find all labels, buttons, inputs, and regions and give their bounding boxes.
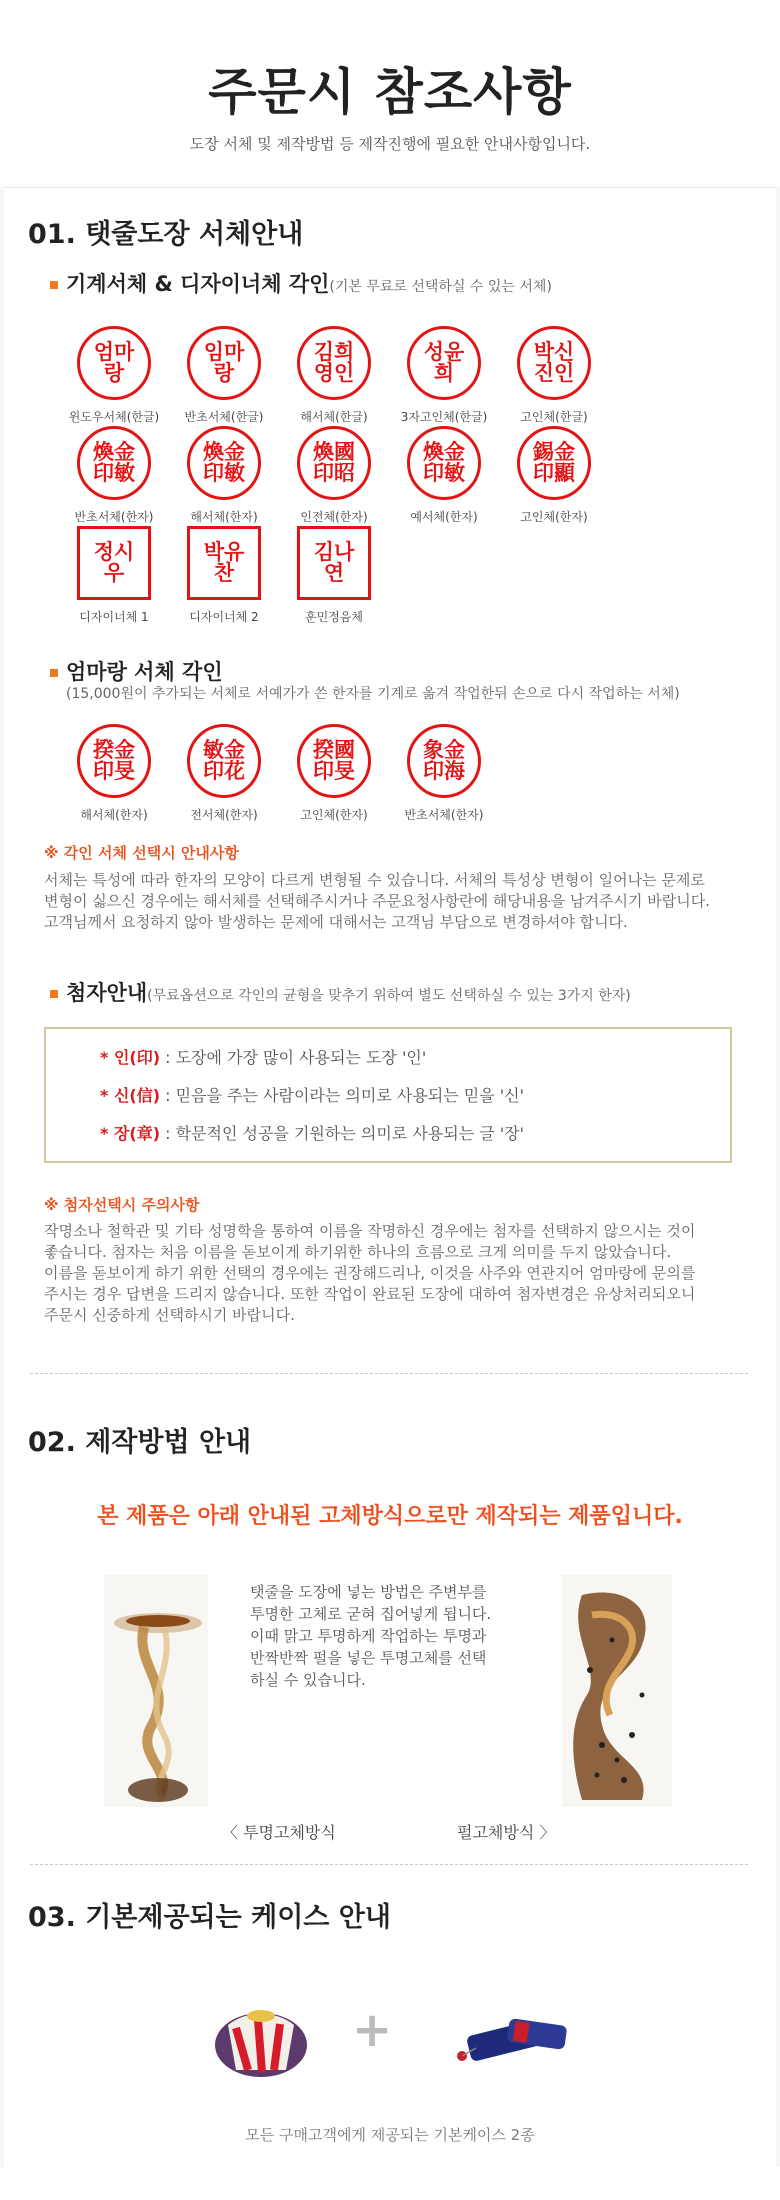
seal-icon: 煥金 印敏 [407, 426, 481, 500]
bullet-icon [50, 281, 58, 289]
seal-icon: 김나 연 [297, 526, 371, 600]
clear-seal-image [104, 1575, 208, 1807]
clear-solid-photo [104, 1575, 208, 1807]
seal-cell [394, 724, 494, 823]
seal-caption: 고인체(한글) [520, 410, 588, 424]
clear-solid-caption: 〈 투명고체방식 [222, 1823, 336, 1842]
emmarang-heading: 엄마랑 서체 각인 [66, 660, 223, 684]
pearl-solid-caption: 펄고체방식 〉 [457, 1823, 556, 1842]
seal-caption: 반초서체(한자) [74, 510, 154, 524]
seal-icon: 煥國 印昭 [297, 426, 371, 500]
seal-icon: 김희 영인 [297, 326, 371, 400]
suffix-note-body [44, 1221, 754, 1326]
seal-icon: 임마 랑 [187, 326, 261, 400]
font-note-line: 변형이 싫으신 경우에는 해서체를 선택해주시거나 주문요청사항란에 해당내용을 남겨주시기 바랍니다. [44, 892, 710, 910]
seal-icon: 揆國 印旻 [297, 724, 371, 798]
fonts-heading-note: (기본 무료로 선택하실 수 있는 서체) [329, 279, 552, 295]
method-line: 반짝반짝 펄을 넣은 투명고체를 선택 [250, 1649, 487, 1667]
seal-caption: 인전체(한자) [300, 510, 368, 524]
seal-caption: 예서체(한자) [410, 510, 478, 524]
seal-icon: 敏金 印花 [187, 724, 261, 798]
case-icon [448, 2004, 578, 2074]
suffix-note-heading: ※ 첨자선택시 주의사항 [44, 1196, 200, 1214]
suffix-desc: : 학문적인 성공을 기원하는 의미로 사용되는 글 '장' [165, 1124, 525, 1143]
suffix-key: * 장(章) [100, 1124, 161, 1143]
fonts-heading-text: 기계서체 & 디자이너체 각인 [66, 272, 330, 296]
suffix-item-jang [100, 1121, 524, 1144]
suffix-item-sin [100, 1083, 524, 1106]
suffix-note-line: 이름을 돋보이게 하기 위한 선택의 경우에는 권장해드리나, 이것을 사주와 연관지어 엄마랑에 문의를 [44, 1264, 696, 1282]
pouch-case-image [206, 1990, 316, 2084]
method-line: 하실 수 있습니다. [250, 1671, 366, 1689]
stamp-pouch-image [448, 2004, 578, 2078]
case-footer: 모든 구매고객에게 제공되는 기본케이스 2종 [245, 2126, 535, 2144]
emmarang-heading-note: (15,000원이 추가되는 서체로 서예가가 쓴 한자를 기계로 옮겨 작업한뒤 손으로 다시 작업하는 서체) [66, 686, 680, 702]
section-title-case: 03. 기본제공되는 케이스 안내 [28, 1902, 391, 1933]
seal-caption: 반초서체(한글) [184, 410, 264, 424]
suffix-heading-note: (무료옵션으로 각인의 균형을 맞추기 위하여 별도 선택하실 수 있는 3가지 한자) [147, 988, 631, 1004]
pouch-icon [206, 1990, 316, 2080]
suffix-note-line: 주문시 신중하게 선택하시기 바랍니다. [44, 1306, 295, 1324]
seal-icon: 박신 진인 [517, 326, 591, 400]
seal-cell [64, 326, 164, 425]
seal-icon: 煥金 印敏 [77, 426, 151, 500]
suffix-desc: : 도장에 가장 많이 사용되는 도장 '인' [165, 1048, 427, 1067]
seal-cell [174, 426, 274, 525]
seal-caption: 윈도우서체(한글) [68, 410, 160, 424]
divider [0, 187, 780, 188]
seal-icon: 엄마 랑 [77, 326, 151, 400]
seal-cell [174, 724, 274, 823]
section-divider [30, 1864, 748, 1865]
seal-caption: 전서체(한자) [190, 808, 258, 822]
suffix-key: * 인(印) [100, 1048, 161, 1067]
seal-caption: 디자이너체 2 [189, 610, 259, 624]
seal-caption: 해서체(한자) [80, 808, 148, 822]
left-border [0, 187, 4, 2167]
section-title-fonts: 01. 탯줄도장 서체안내 [28, 219, 304, 250]
section-title-method: 02. 제작방법 안내 [28, 1427, 252, 1458]
method-line: 투명한 고체로 굳혀 집어넣게 됩니다. [250, 1605, 492, 1623]
section-divider [30, 1373, 748, 1374]
font-note-heading: ※ 각인 서체 선택시 안내사항 [44, 844, 239, 862]
fonts-heading [66, 268, 552, 298]
page-subtitle: 도장 서체 및 제작방법 등 제작진행에 필요한 안내사항입니다. [189, 135, 591, 153]
seal-caption: 고인체(한자) [520, 510, 588, 524]
font-note-line: 고객님께서 요청하지 않아 발생하는 문제에 대해서는 고객님 부담으로 변경하셔야 합니다. [44, 913, 628, 931]
seal-icon: 錫金 印顯 [517, 426, 591, 500]
bullet-icon [50, 669, 58, 677]
seal-cell [64, 526, 164, 625]
seal-caption: 고인체(한자) [300, 808, 368, 822]
suffix-box [44, 1027, 732, 1163]
seal-caption: 해서체(한글) [300, 410, 368, 424]
seal-icon: 煥金 印敏 [187, 426, 261, 500]
font-note-body [44, 870, 744, 933]
method-claim: 본 제품은 아래 안내된 고체방식으로만 제작되는 제품입니다. [97, 1504, 683, 1529]
seal-caption: 훈민정음체 [305, 610, 363, 624]
suffix-desc: : 믿음을 주는 사람이라는 의미로 사용되는 믿을 '신' [165, 1086, 525, 1105]
seal-cell [284, 426, 384, 525]
method-description [250, 1581, 512, 1691]
seal-cell [504, 426, 604, 525]
seal-cell [284, 326, 384, 425]
seal-cell [64, 724, 164, 823]
basic-seal-grid [68, 326, 717, 624]
suffix-heading [66, 977, 631, 1007]
seal-icon: 象金 印海 [407, 724, 481, 798]
suffix-note-line: 좋습니다. 첨자는 처음 이름을 돋보이게 하기위한 하나의 흐름으로 크게 의미를 두지 않았습니다. [44, 1243, 672, 1261]
bullet-icon [50, 990, 58, 998]
seal-cell [504, 326, 604, 425]
suffix-key: * 신(信) [100, 1086, 161, 1105]
seal-icon: 정시 우 [77, 526, 151, 600]
suffix-heading-text: 첨자안내 [66, 981, 148, 1005]
pearl-solid-photo [562, 1575, 672, 1807]
seal-cell [64, 426, 164, 525]
right-border [776, 187, 780, 2167]
suffix-note-line: 작명소나 철학관 및 기타 성명학을 통하여 이름을 작명하신 경우에는 첨자를 선택하지 않으시는 것이 [44, 1222, 696, 1240]
suffix-item-in [100, 1045, 426, 1068]
seal-icon: 박유 찬 [187, 526, 261, 600]
suffix-note-line: 주시는 경우 답변을 드리지 않습니다. 또한 작업이 완료된 도장에 대하여 첨자변경은 유상처리되오니 [44, 1285, 696, 1303]
seal-cell [174, 326, 274, 425]
seal-cell [394, 426, 494, 525]
pearl-seal-image [562, 1575, 672, 1807]
seal-icon: 揆金 印旻 [77, 724, 151, 798]
seal-icon: 성윤 희 [407, 326, 481, 400]
seal-cell [284, 526, 384, 625]
seal-caption: 해서체(한자) [190, 510, 258, 524]
plus-sign: + [352, 2002, 393, 2058]
seal-cell [284, 724, 384, 823]
page-title: 주문시 참조사항 [208, 63, 572, 121]
method-line: 탯줄을 도장에 넣는 방법은 주변부를 [250, 1583, 487, 1601]
seal-cell [174, 526, 274, 625]
seal-caption: 디자이너체 1 [79, 610, 149, 624]
font-note-line: 서체는 특성에 따라 한자의 모양이 다르게 변형될 수 있습니다. 서체의 특성상 변형이 일어나는 문제로 [44, 871, 705, 889]
seal-cell [394, 326, 494, 425]
method-line: 이때 맑고 투명하게 작업하는 투명과 [250, 1627, 487, 1645]
seal-caption: 3자고인체(한글) [400, 410, 488, 424]
seal-caption: 반초서체(한자) [404, 808, 484, 822]
emmarang-seal-grid [77, 724, 497, 834]
